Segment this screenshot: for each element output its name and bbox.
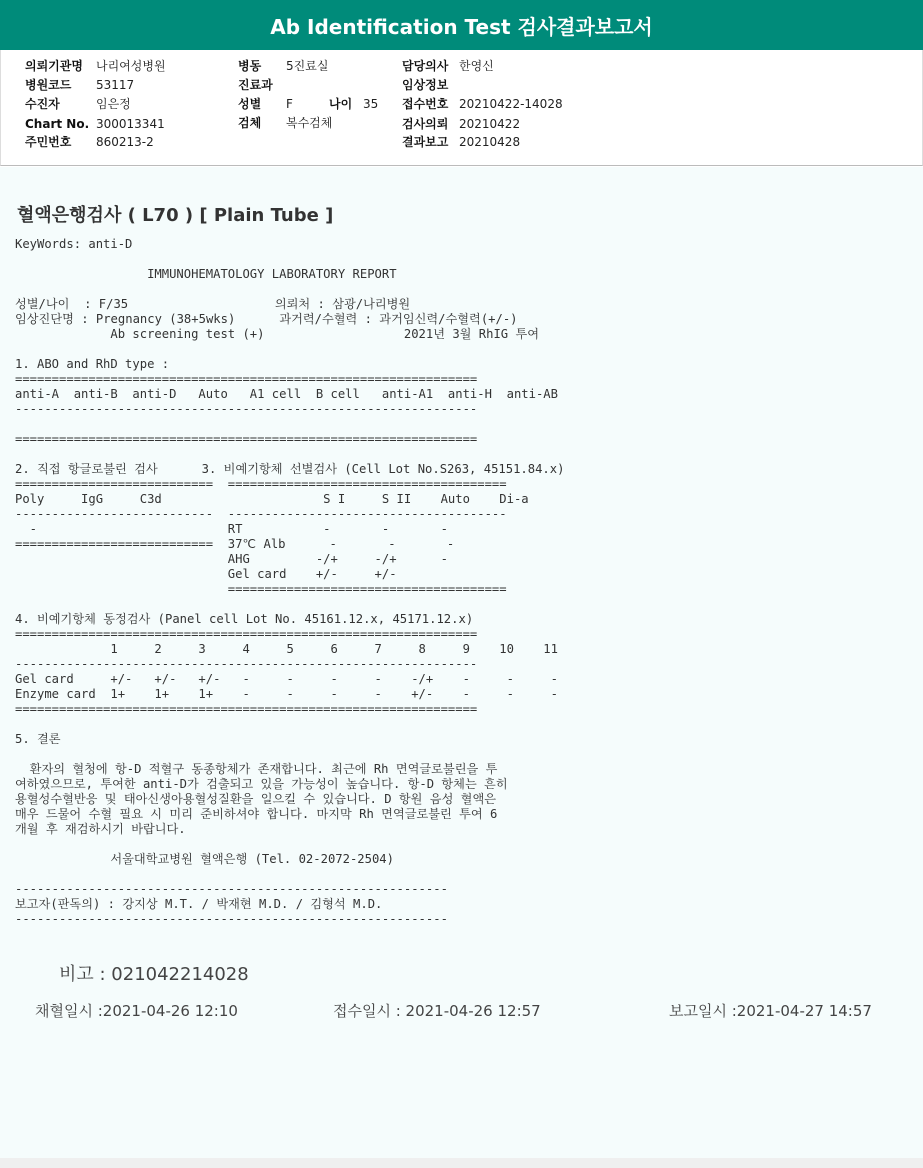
info-row-hospital-code: 병원코드 53117 (25, 78, 135, 92)
received-time: 접수일시 : 2021-04-26 12:57 (333, 1002, 541, 1020)
section-title: 혈액은행검사 ( L70 ) [ Plain Tube ] (17, 205, 334, 226)
info-row-department: 진료과 (238, 78, 273, 92)
info-row-clinical-info: 임상정보 (402, 78, 449, 92)
patient-info-header (0, 50, 923, 166)
report-title: Ab Identification Test 검사결과보고서 (0, 0, 923, 50)
info-row-accession-no: 접수번호 20210422-14028 (402, 97, 563, 111)
info-row-institution: 의뢰기관명 나리여성병원 (25, 59, 166, 73)
info-row-doctor: 담당의사 한영신 (402, 59, 494, 73)
info-row-sex: 성별 F (238, 97, 293, 111)
collection-time: 채혈일시 :2021-04-26 12:10 (35, 1002, 238, 1020)
report-body: KeyWords: anti-D IMMUNOHEMATOLOGY LABORATORY REPORT 성별/나이 : F/35 의뢰처 : 삼광/나리병원 임상진단명 : Pregnancy (38+5wks) 과거력/수혈력 : 과거임신력/수혈력(+/-) Ab screening test (+) 2021년 3월 RhIG 투여 1. ABO and RhD type : =============================================================== anti-A anti-B anti-D Auto A1 cell B cell anti-A1 anti-H anti-AB --------------------------------------------------------------- =============================================================== 2. 직접 항글로불린 검사 3. 비예기항체 선별검사 (Cell Lot No.S263, 45151.84.x) =========================== ====================================== Poly IgG C3d S I S II Auto Di-a --------------------------- -------------------------------------- - RT - - - =========================== 37℃ Alb - - - AHG -/+ -/+ - Gel card +/- +/- ====================================== 4. 비예기항체 동정검사 (Panel cell Lot No. 45161.12.x, 45171.12.x) =============================================================== 1 2 3 4 5 6 7 8 9 10 11 --------------------------------------------------------------- Gel card +/- +/- +/- - - - - -/+ - - - Enzyme card 1+ 1+ 1+ - - - - +/- - - - =============================================================== 5. 결론 환자의 혈청에 항-D 적혈구 동종항체가 존재합니다. 최근에 Rh 면역글로불린을 투 여하였으므로, 투여한 anti-D가 검출되고 있을 가능성이 높습니다. 항-D 항체는 흔히 용혈성수혈반응 및 태아신생아용혈성질환을 일으킬 수 있습니다. D 항원 음성 혈액은 매우 드물어 수혈 필요 시 미리 준비하셔야 합니다. 마지막 Rh 면역글로불린 투여 6 개월 후 재검하시기 바랍니다. 서울대학교병원 혈액은행 (Tel. 02-2072-2504) ----------------------------------------------------------- 보고자(판독의) : 강지상 M.T. / 박재현 M.D. / 김형석 M.D. ----------------------------------------------------------- (15, 237, 565, 926)
reported-time: 보고일시 :2021-04-27 14:57 (669, 1002, 872, 1020)
info-row-chart-no: Chart No. 300013341 (25, 117, 165, 131)
info-row-request-date: 검사의뢰 20210422 (402, 117, 521, 131)
report-content (0, 167, 923, 1158)
info-row-report-date: 결과보고 20210428 (402, 135, 521, 149)
bottom-band (0, 1158, 923, 1168)
info-row-resident-no: 주민번호 860213-2 (25, 135, 154, 149)
info-row-patient: 수진자 임은정 (25, 97, 131, 111)
info-row-ward: 병동 5진료실 (238, 59, 329, 73)
info-row-specimen: 검체 복수검체 (238, 116, 333, 130)
info-row-age: 나이 35 (329, 97, 379, 111)
remark-line: 비고 : 021042214028 (59, 964, 249, 985)
